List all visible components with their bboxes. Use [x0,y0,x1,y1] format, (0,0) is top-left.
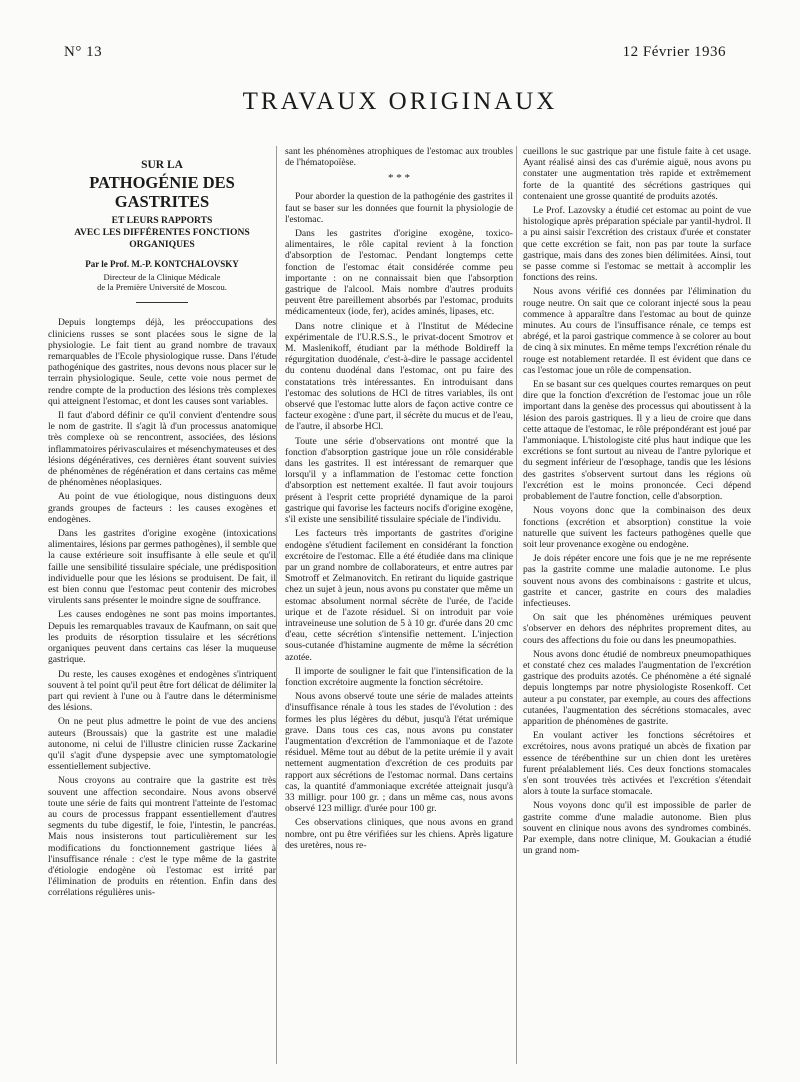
subtitle-line: AVEC LES DIFFÉRENTES FONCTIONS [74,227,250,239]
paragraph: On ne peut plus admettre le point de vue des anciens auteurs (Broussais) que la gastrite est une maladie autonome, ni celui de l'illustre clinicien russe Zackarine qu'il s'agit d'une dyspepsie avec une symptomatologie essentiellement subjective. [48,716,276,773]
paragraph: Nous avons vérifié ces données par l'élimination du rouge neutre. On sait que ce colorant injecté sous la peau commence à apparaître dans l'estomac au bout de quinze minutes. Au cours de l'insuffisance rénale, ce temps est abrégé, et la paroi gastrique commence à se colorer au bout de cinq à six minutes. En même temps l'excrétion rénale du rouge est notablement retardée. Il est évident que dans ce cas l'estomac joue un rôle de compensation. [523,286,751,376]
paragraph: Depuis longtemps déjà, les préoccupations des cliniciens russes se sont placées sous le signe de la physiologie. Le fait tient au grand nombre de travaux remarquables de l'Ecole physiologique russe. Dans l'étude pathogénique des gastrites, nous devons nous placer sur le terrain physiologique. Seule, cette voie nous permet de rendre compte de la production des lésions très complexes qui atteignent l'estomac, et dont les causes sont variables. [48,317,276,407]
paragraph: On sait que les phénomènes urémiques peuvent s'observer en dehors des néphrites proprement dites, au cours des affections du foie ou dans les pneumopathies. [523,612,751,646]
section-break-stars: * * * [388,172,410,185]
paragraph: Les causes endogènes ne sont pas moins importantes. Depuis les remarquables travaux de Kaufmann, on sait que les produits de résorption tissulaire et les sécrétions organiques peuvent dans certains cas léser la muqueuse gastrique. [48,609,276,666]
paragraph: Nous avons observé toute une série de malades atteints d'insuffisance rénale à tous les stades de l'évolution : des formes les plus légères du début, jusqu'à l'état urémique grave. Dans tous ces cas, nous avons pu constater l'augmentation d'excrétion de l'ammoniaque et de l'azote résiduel. Même tout au début de la petite urémie il y avait nettement augmentation d'excrétion de ces produits par rapport aux sécrétions de l'estomac normal. Dans certains cas, la quantité d'ammoniaque excrétée atteignait jusqu'à 33 milligr. pour 100 gr. ; dans un même cas, nous avons observé 123 milligr. d'urée pour 100 gr. [285,691,513,815]
paragraph: Le Prof. Lazovsky a étudié cet estomac au point de vue histologique après préparation spéciale par yantil-hydrol. Il a pu ainsi saisir l'excrétion des cristaux d'urée et constater que cette excrétion se fait, non pas par toute la surface gastrique, mais dans des zones bien délimitées. Ainsi, tout se passe comme si l'estomac se mettait à accomplir les fonctions des reins. [523,205,751,284]
affiliation-line: Directeur de la Clinique Médicale [103,272,221,283]
paragraph: Je dois répéter encore une fois que je ne me représente pas la gastrite comme une maladie autonome. Le plus souvent nous avons des combinaisons : gastrite et ulcus, gastrite et cancer, gastrite en cours des maladies infectieuses. [523,553,751,609]
paragraph: sant les phénomènes atrophiques de l'estomac aux troubles de l'hématopoïèse. [285,146,513,169]
paragraph: Dans les gastrites d'origine exogène (intoxications alimentaires, lésions par germes pathogènes), il semble que la cause extérieure soit insuffisante à elle seule et qu'il faille une sensibilité tissulaire spéciale, une prédisposition individuelle pour que les lésions se produisent. De fait, il est bien connu que l'estomac peut contenir des microbes virulents sans présenter le moindre signe de souffrance. [48,528,276,607]
column-2-body [285,191,513,851]
paragraph: Il faut d'abord définir ce qu'il convient d'entendre sous le nom de gastrite. Il s'agit là d'un processus anatomique très complexe où se rencontrent, associées, des lésions inflammatoires périvasculaires et mésenchymateuses et des lésions dégénératives, ces dernières étant souvent suivies de phénomènes de régénération et dans certains cas même de phénomènes néoplasiques. [48,410,276,489]
column-3-body [523,146,751,856]
paragraph: En voulant activer les fonctions sécrétoires et excrétoires, nous avons pratiqué un abcès de fixation par essence de térébenthine sur un chien dont les uretères furent préalablement liés. Ces deux fonctions stomacales s'en sont trouvées très activées et l'excrétion s'étendait alors à toute la surface stomacale. [523,730,751,798]
column-divider [276,146,277,1064]
paragraph: Les facteurs très importants de gastrites d'origine endogène s'étudient facilement en considérant la fonction excrétoire de l'estomac. Elle a été étudiée dans ma clinique par un grand nombre de collaborateurs, et entre autres par Smotroff et Zelmanovitch. En retirant du liquide gastrique chez un sujet à jeun, nous avons pu constater que même un estomac absolument normal sécrète de l'urée, de l'acide urique et de l'azote résiduel. Si on introduit par voie intraveineuse une solution de 5 à 10 gr. d'urée dans 20 cmc d'eau, cette sécrétion s'intensifie nettement. L'injection sous-cutanée d'histamine augmente de même la sécrétion azotée. [285,528,513,663]
paragraph: Il importe de souligner le fait que l'intensification de la fonction excrétoire augmente la fonction sécrétoire. [285,665,513,688]
paragraph: En se basant sur ces quelques courtes remarques on peut dire que la fonction d'excrétion de l'estomac joue un rôle important dans la genèse des processus qui aboutissent à la lésion des parois gastriques. Il y a lieu de croire que dans cette attaque de l'estomac, le rôle prépondérant est joué par l'ammoniaque. L'histologiste cité plus haut indique que les excrétions se font surtout au niveau de l'antre pylorique et du segment inférieur de l'œsophage, tandis que les lésions des gastrites s'observent surtout dans les régions où l'excrétion est le moins prononcée. Ceci dépend probablement de l'autre fonction, celle d'absorption. [523,379,751,503]
column-1 [48,160,276,902]
affiliation-line: de la Première Université de Moscou. [97,282,227,293]
article-author: Par le Prof. M.-P. KONTCHALOVSKY [85,259,239,270]
paragraph: Ces observations cliniques, que nous avons en grand nombre, ont pu être vérifiées sur les chiens. Après ligature des uretères, nous re- [285,817,513,851]
subtitle-line: ORGANIQUES [129,239,195,251]
issue-number: N° 13 [64,44,103,60]
issue-date: 12 Février 1936 [622,44,726,60]
paragraph: cueillons le suc gastrique par une fistule faite à cet usage. Ayant réalisé ainsi des cas d'urémie aiguë, nous avons pu constater une augmentation très rapide et extrêmement forte de la quantité des sécrétions gastriques qui contenaient une grosse quantité de produits azotés. [523,146,751,202]
column-3 [523,146,751,859]
article-kicker: SUR LA [141,159,183,171]
title-rule [136,302,188,303]
article-subtitle [48,215,276,251]
column-1-body [48,317,276,898]
paragraph: Dans notre clinique et à l'Institut de Médecine expérimentale de l'U.R.S.S., le privat-docent Smotrov et M. Maslenikoff, étudiant par la méthode Boldireff la régurgitation duodénale, c'est-à-dire le passage accidentel du contenu duodénal dans l'estomac, ont pu faire des constatations très intéressantes. En introduisant dans l'estomac des solutions de HCl de titres variables, ils ont observé que l'estomac lutte alors de façon active contre ce facteur exogène : d'une part, il sécrète du mucus et de l'eau, de l'autre, il absorbe HCl. [285,320,514,433]
author-affiliation [48,272,276,292]
paragraph: Nous croyons au contraire que la gastrite est très souvent une affection secondaire. Nous avons observé toute une série de faits qui montrent l'atteinte de l'estomac au cours de processus frappant essentiellement d'autres segments du tube digestif, le foie, l'intestin, le pancréas. Mais nous insisterons tout particulièrement sur les modifications du fonctionnement gastrique liées à l'insuffisance rénale : c'est le type même de la gastrite d'étiologie endogène où l'estomac est irrité par l'élimination de produits en rétention. Enfin dans des corrélations régulières unis- [48,775,276,899]
paragraph: Nous voyons donc que la combinaison des deux fonctions (excrétion et absorption) constitue la voie naturelle que suivent les facteurs pathogènes quelle que soit leur provenance exogène ou endogène. [523,505,751,550]
section-title: TRAVAUX ORIGINAUX [242,88,558,115]
paragraph: Nous voyons donc qu'il est impossible de parler de gastrite comme d'une maladie autonome. Bien plus souvent en clinique nous avons des syndromes combinés. Par exemple, dans notre clinique, M. Goukacian a étudié un grand nom- [523,800,751,857]
article-title: PATHOGÉNIE DES GASTRITES [89,173,235,212]
column-divider [516,146,517,1064]
paragraph: Du reste, les causes exogènes et endogènes s'intriquent souvent à tel point qu'il peut être fort délicat de délimiter la part qui revient à l'une ou à l'autre dans le déterminisme des lésions. [48,668,276,714]
paragraph: Pour aborder la question de la pathogénie des gastrites il faut se baser sur les données que fournit la physiologie de l'estomac. [285,191,513,225]
page-header [64,44,726,64]
paragraph: Toute une série d'observations ont montré que la fonction d'absorption gastrique joue un rôle considérable dans les gastrites. Il est intéressant de remarquer que lorsqu'il y a inflammation de l'estomac cette fonction d'absorption est nettement exaltée. Il faut avoir toujours présent à l'esprit cette propriété dynamique de la paroi gastrique qui favorise les facteurs nocifs d'origine exogène, s'il existe une sensibilité tissulaire spéciale de l'individu. [285,435,513,526]
paragraph: Dans les gastrites d'origine exogène, toxico-alimentaires, le rôle capital revient à la fonction d'absorption de l'estomac. Pendant longtemps cette fonction de l'estomac était considérée comme peu importante : on ne connaissait bien que l'absorption gastrique de l'alcool. Mais nombre d'autres produits peuvent être pareillement absorbés par l'estomac, produits médicamenteux (iode, fer), acides aminés, lipases, etc. [285,228,513,318]
paragraph: Au point de vue étiologique, nous distinguons deux grands groupes de facteurs : les causes exogènes et endogènes. [48,491,276,525]
paragraph: Nous avons donc étudié de nombreux pneumopathiques et constaté chez ces malades l'augmentation de l'excrétion gastrique des produits azotés. Ce phénomène a été signalé depuis longtemps par notre physiologiste Rosenkoff. Cet auteur a pu constater, par exemple, au cours des affections cutanées, l'augmentation des sécrétions stomacales, avec apparition de phénomènes de gastrite. [523,648,751,727]
subtitle-line: ET LEURS RAPPORTS [111,215,213,227]
column-2 [285,146,513,854]
